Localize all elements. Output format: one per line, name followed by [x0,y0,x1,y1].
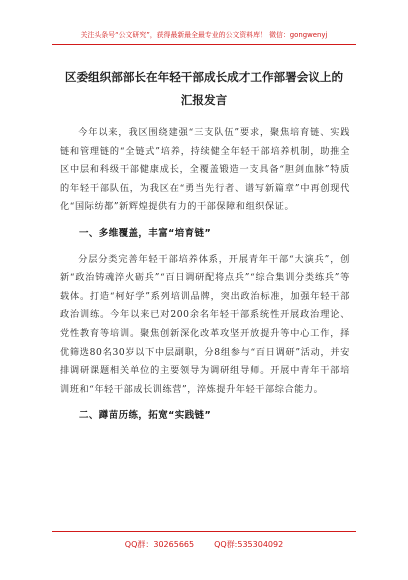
footer-qq-group-2: QQ群:535304092 [214,540,284,549]
section-1-heading: 一、多维覆盖，丰富“培育链” [79,227,212,239]
page-header [52,22,356,45]
document-body [60,124,350,426]
document-title: 区委组织部部长在年轻干部成长成才工作部署会议上的汇报发言 [64,70,344,107]
section-1-paragraph: 分层分类完善年轻干部培养体系，开展青年干部“大演兵”，创新“政治铸魂淬火砺兵”“百日调研配将点兵”“综合集训分类练兵”等载体。打造“柯好学”系列培训品牌，突出政治标准，加强年轻干部政治训练。今年以来已对200余名年轻干部系统性开展政治理论、党性教育等培训。聚焦创新深化改革攻坚开放提升等中心工作，择优筛选80名30岁以下中层副职，分8组参与“百日调研”活动，并安排调研课题相关单位的主要领导为调研组导师。开展中青年干部培训班和“年轻干部成长训练营”，淬炼提升年轻干部综合能力。 [60,254,350,395]
footer-qq-group-1: QQ群：30265665 [124,540,195,549]
page-footer [52,531,356,550]
intro-paragraph: 今年以来，我区围绕建强“三支队伍”要求，聚焦培育链、实践链和管理链的“全链式”培养，持续健全年轻干部培养机制，助推全区中层和科级干部健康成长，全覆盖锻造一支具备“胆剑血脉”特质的年轻干部队伍，为我区在“勇当先行者、谱写新篇章”中再创现代化“国际纺都”新辉煌提供有力的干部保障和组织保证。 [60,128,350,213]
header-promo-text: 关注头条号“公文研究”，获得最新最全最专业的公文资料库！ 微信：gongwenyj [80,31,328,39]
footer-contact [125,538,283,552]
section-2-heading: 二、蹲苗历练，拓宽“实践链” [79,410,212,422]
